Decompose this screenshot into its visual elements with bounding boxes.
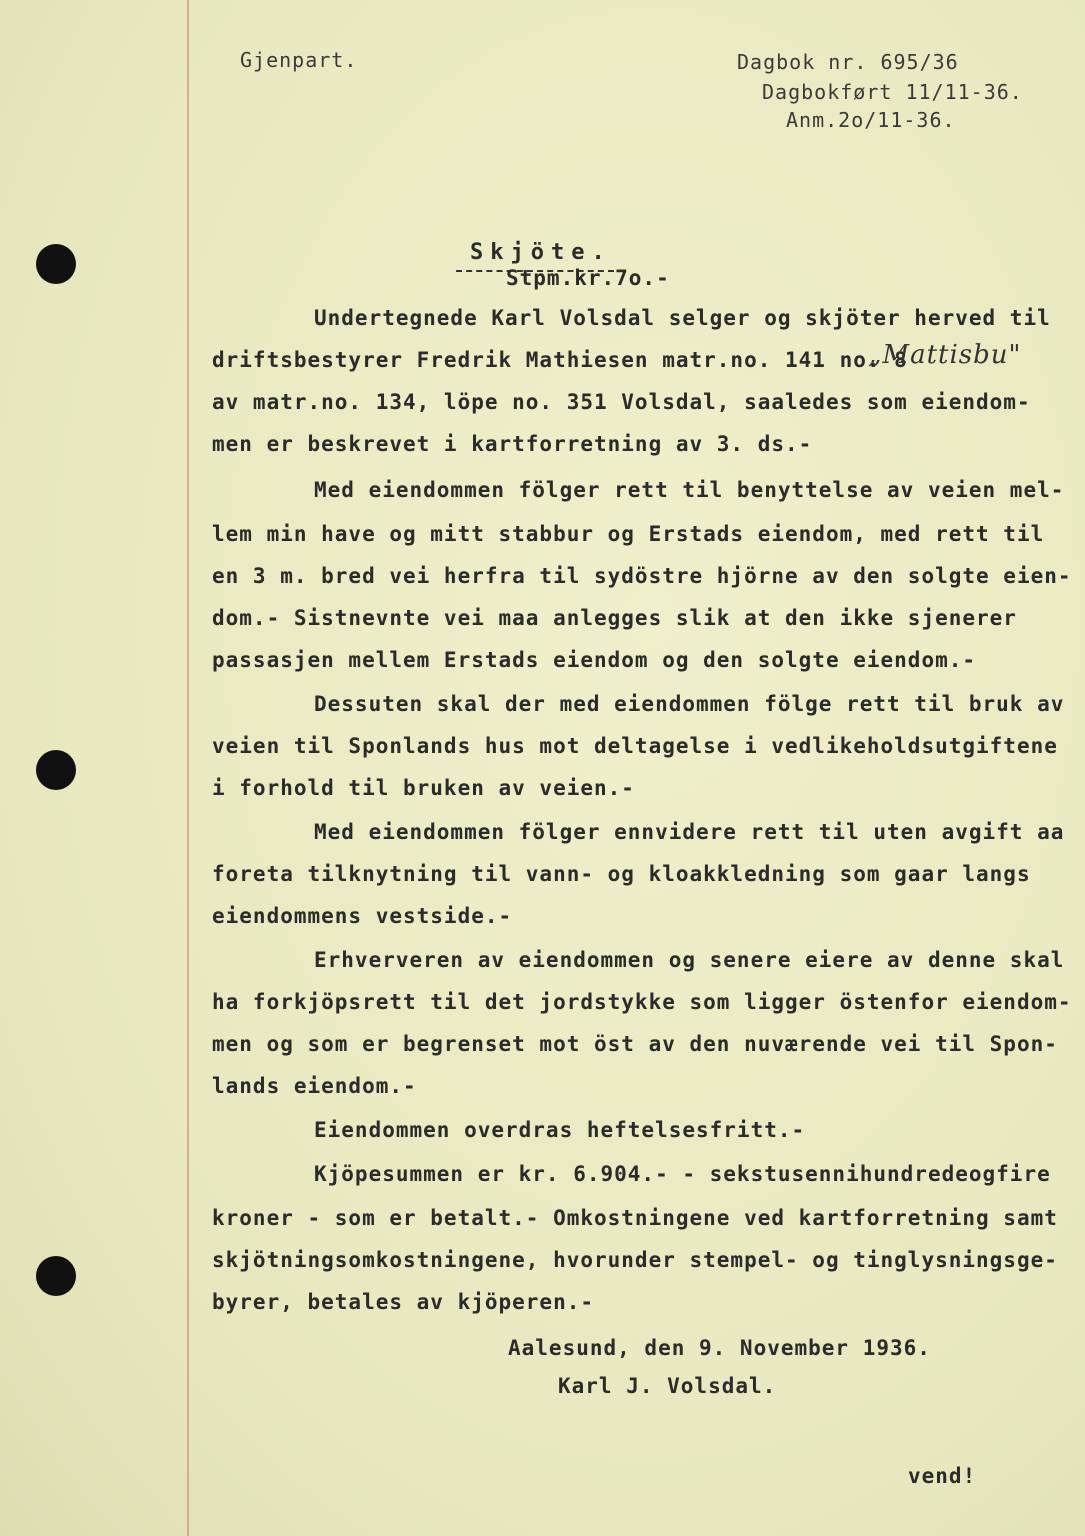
body-line: passasjen mellem Erstads eiendom og den solgte eiendom.- xyxy=(212,648,977,672)
journal-number: Dagbok nr. 695/36 xyxy=(737,50,959,74)
annotation-date: Anm.2o/11-36. xyxy=(786,108,956,132)
body-line: i forhold til bruken av veien.- xyxy=(212,776,635,800)
margin-line xyxy=(187,0,189,1536)
body-line: dom.- Sistnevnte vei maa anlegges slik at den ikke sjenerer xyxy=(212,606,1017,630)
body-line: Erhververen av eiendommen og senere eiere av denne skal xyxy=(314,948,1065,972)
body-line: byrer, betales av kjöperen.- xyxy=(212,1290,595,1314)
body-line: Med eiendommen fölger ennvidere rett til uten avgift aa xyxy=(314,820,1065,844)
turn-over-note: vend! xyxy=(908,1464,977,1488)
place-date: Aalesund, den 9. November 1936. xyxy=(508,1336,931,1360)
copy-label: Gjenpart. xyxy=(240,48,358,72)
body-line: Undertegnede Karl Volsdal selger og skjöter herved til xyxy=(314,306,1051,330)
body-line: Kjöpesummen er kr. 6.904.- - sekstusennihundredeogfire xyxy=(314,1162,1051,1186)
punch-hole-middle xyxy=(36,750,76,790)
body-line: lem min have og mitt stabbur og Erstads eiendom, med rett til xyxy=(212,522,1045,546)
body-line: men er beskrevet i kartforretning av 3. ds.- xyxy=(212,432,813,456)
handwritten-property-name: „Mattisbu" xyxy=(868,340,1022,370)
body-line: driftsbestyrer Fredrik Mathiesen matr.no. 141 no. 8 xyxy=(212,348,908,372)
body-line: foreta tilknytning til vann- og kloakkledning som gaar langs xyxy=(212,862,1031,886)
body-line: veien til Sponlands hus mot deltagelse i vedlikeholdsutgiftene xyxy=(212,734,1058,758)
stamp-fee: Stpm.kr.7o.- xyxy=(506,266,670,290)
body-line: men og som er begrenset mot öst av den nuværende vei til Spon- xyxy=(212,1032,1058,1056)
body-line: Med eiendommen fölger rett til benyttelse av veien mel- xyxy=(314,478,1065,502)
journal-date: Dagbokført 11/11-36. xyxy=(762,80,1023,104)
punch-hole-top xyxy=(36,244,76,284)
body-line: eiendommens vestside.- xyxy=(212,904,513,928)
punch-hole-bottom xyxy=(36,1256,76,1296)
body-line: skjötningsomkostningene, hvorunder stempel- og tinglysningsge- xyxy=(212,1248,1058,1272)
signature: Karl J. Volsdal. xyxy=(558,1374,777,1398)
body-line: lands eiendom.- xyxy=(212,1074,417,1098)
body-line: en 3 m. bred vei herfra til sydöstre hjörne av den solgte eien- xyxy=(212,564,1072,588)
body-line: Eiendommen overdras heftelsesfritt.- xyxy=(314,1118,806,1142)
body-line: kroner - som er betalt.- Omkostningene ved kartforretning samt xyxy=(212,1206,1058,1230)
body-line: ha forkjöpsrett til det jordstykke som ligger östenfor eiendom- xyxy=(212,990,1072,1014)
body-line: av matr.no. 134, löpe no. 351 Volsdal, saaledes som eiendom- xyxy=(212,390,1031,414)
body-line: Dessuten skal der med eiendommen fölge rett til bruk av xyxy=(314,692,1065,716)
deed-title: Skjöte. xyxy=(470,240,612,265)
